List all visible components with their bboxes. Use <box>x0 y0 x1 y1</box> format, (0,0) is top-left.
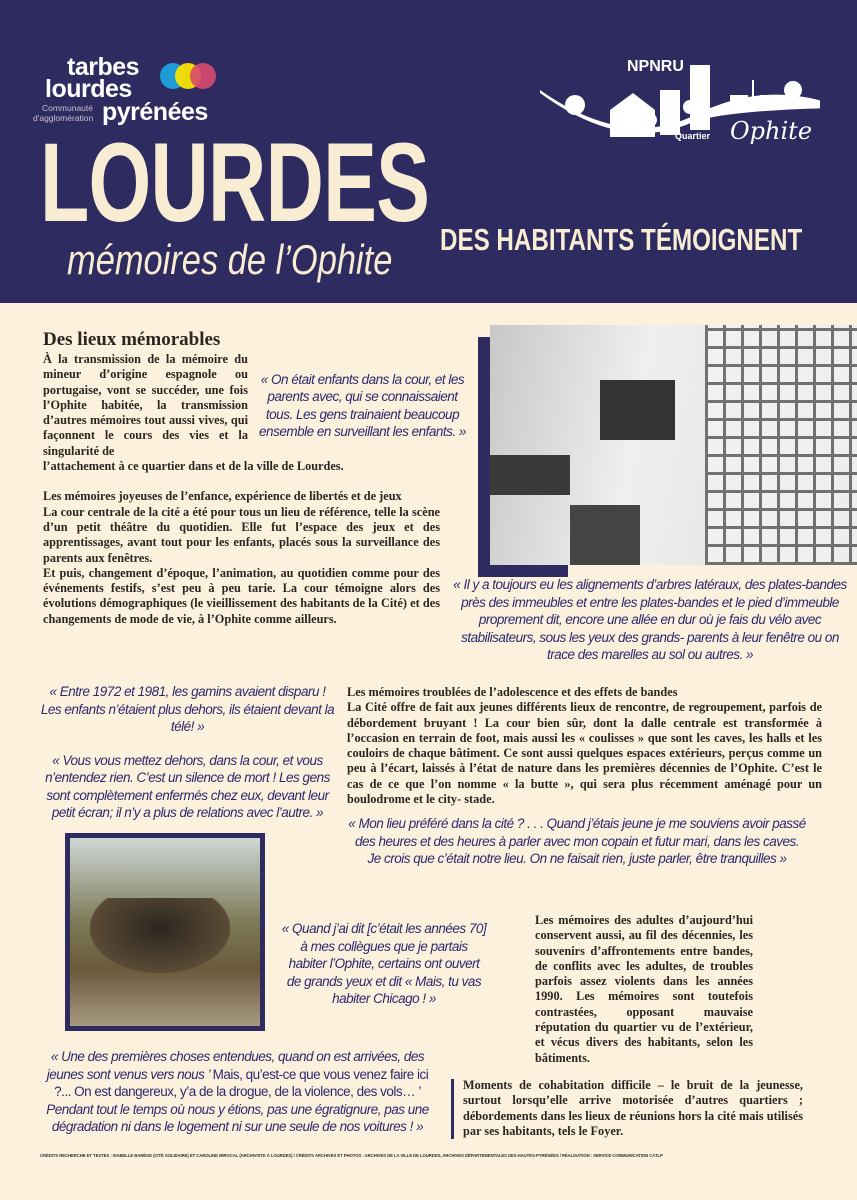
quote: « Mon lieu préféré dans la cité ? . . . Quand j’étais jeune je me souviens avoir passé des heures et des heures à parler avec mon copain et futur mari, dans les caves. Je crois que c’était notre lieu. On ne faisait rien, juste parler, être tranquilles » <box>348 816 806 867</box>
quote-part: « Une des premières choses entendues, quand on est arrivées, des jeunes sont venus vers nous ’ <box>46 1049 425 1082</box>
quote-part: Mais, qu’est-ce que vous venez faire ici ?... On est dangereux, y’a de la drogue, de la violence, des vols… ’ <box>54 1066 429 1099</box>
paragraph: Et puis, changement d’époque, l’animation, au quotidien comme pour des événements festifs, s’est peu à peu tarie. La cour témoigne alors des évolutions démographiques (le vieillissement des habitants de la Cité) et des changements de mode de vie, à l’Ophite comme ailleurs. <box>43 565 440 626</box>
intro-text: À la transmission de la mémoire du mineur d’origine espagnole ou portugaise, vont se succéder, une fois l’Ophite habitée, la transmission d’autres mémoires tout aussi vives, qui façonnent le cours des vies et la singularité de <box>43 352 248 458</box>
paragraph: La cour centrale de la cité a été pour tous un lieu de référence, telle la scène d’un petit théâtre du quotidien. Elle fut l’espace des jeux et des apprentissages, avant tout pour les enfants, placés sous la surveillance des parents aux fenêtres. <box>43 504 440 565</box>
section-heading: Des lieux mémorables <box>43 329 221 350</box>
page-tagline: DES HABITANTS TÉMOIGNENT <box>440 222 803 257</box>
intro-row <box>43 352 469 459</box>
npnru-quartier: Quartier <box>675 131 711 141</box>
quote-part: Pendant tout le temps où nous y étions, pas une égratignure, pas une dégradation ni dans le logement ni sur une seule de nos voitures ! » <box>46 1101 429 1134</box>
paragraph: La Cité offre de fait aux jeunes différents lieux de rencontre, de regroupement, parfois de débordement bruyant ! La cour bien sûr, dont la dalle centrale est transformée à l’occasion en terrain de foot, mais aussi les « coulisses » que sont les caves, les halls et les couloirs de chaque bâtiment. Ce sont aussi quelques espaces extérieurs, perçus comme un peu à l’écart, laissés à l’état de nature dans les premières décennies de l’Ophite. C’est le cas de ce que l’on nomme « la butte », qui sera plus récemment aménagé pour un boulodrome et le city- stade. <box>347 700 822 807</box>
building-photo <box>490 325 857 565</box>
page-subtitle: mémoires de l’Ophite <box>67 236 393 283</box>
logo-line-3: pyrénées <box>102 98 208 126</box>
npnru-logo <box>535 55 820 150</box>
section-2-column <box>347 685 822 868</box>
logo-sub-2: d'agglomération <box>33 113 94 123</box>
quote: « On était enfants dans la cour, et les parents avec, qui se connaissaient tous. Les gens trainaient beaucoup ensemble en surveillant les enfants. » <box>259 371 466 440</box>
logo-sub-1: Communauté <box>41 103 93 113</box>
paragraph: Moments de cohabitation difficile – le bruit de la jeunesse, surtout lorsqu’elle arrive motorisée d’autres quartiers ; débordements dans les lieux de réunions hors la cité mais utilisés par ses habitants, tels le Foyer. <box>463 1078 803 1138</box>
quote: « Vous vous mettez dehors, dans la cour, et vous n’entendez rien. C’est un silence de mort ! Les gens sont complètement enfermés chez eux, devant leur petit écran; il n’y a plus de relations avec l’autre. » <box>45 752 330 820</box>
npnru-name: Ophite <box>730 117 813 145</box>
logo-dot-red <box>190 63 216 89</box>
header-banner <box>0 0 857 303</box>
youth-group-photo <box>65 833 265 1031</box>
quote: « Entre 1972 et 1981, les gamins avaient disparu ! Les enfants n’étaient plus dehors, ils étaient devant la télé! » <box>40 684 335 734</box>
page-title: LOURDES <box>40 120 430 245</box>
npnru-label: NPNRU <box>627 58 684 75</box>
sub-heading: Les mémoires troublées de l’adolescence et des effets de bandes <box>347 685 678 699</box>
agglo-logo <box>33 53 208 126</box>
quote-bar <box>451 1079 454 1139</box>
logo-line-1: tarbes <box>67 53 140 81</box>
logo-line-2: lourdes <box>45 75 132 103</box>
quote: « Quand j’ai dit [c’était les années 70] à mes collègues que je partais habiter l’Ophite, certains ont ouvert de grands yeux et dit « Mais, tu vas habiter Chicago ! » <box>281 921 487 1006</box>
intro-text-end: l’attachement à ce quartier dans et de la ville de Lourdes. <box>43 459 344 474</box>
left-quotes <box>40 683 335 822</box>
sub-heading: Les mémoires joyeuses de l’enfance, expérience de libertés et de jeux <box>43 489 402 504</box>
quote: « Il y a toujours eu les alignements d’arbres latéraux, des plates-bandes près des immeubles et entre les plates-bandes et le pied d’immeuble proprement dit, encore une allée en dur où je fais du vélo avec stabilisateurs, sous les yeux des grands- parents à leur fenêtre ou on trace des marelles au sol ou autres. » <box>453 577 847 662</box>
section-1-column <box>43 328 469 627</box>
quote <box>40 1048 435 1136</box>
credits: CRÉDITS RECHERCHE ET TEXTES : ISABELLE BARÈGE (CITÉ SOLIDAIRE) ET CAROLINE MIROCAL (ARCHIVISTE À LOURDES) / CRÉDITS ARCHIVES ET PHOTOS : ARCHIVES DE LA VILLE DE LOURDES, ARCHIVES DÉPARTEMENTALES DES HAUTES-PYRÉNÉES / RÉALISATION : SERVICE COMMUNICATION CATLP <box>40 1153 663 1158</box>
paragraph: Les mémoires des adultes d’aujourd’hui conservent aussi, au fil des décennies, les souvenirs d’affrontements entre bandes, de conflits avec les adultes, de troubles parfois assez violents dans les années 1990. Les mémoires sont toutefois contrastées, opposant mauvaise réputation du quartier vu de l’extérieur, et vécus divers des habitants, selon les bâtiments. <box>535 913 753 1065</box>
